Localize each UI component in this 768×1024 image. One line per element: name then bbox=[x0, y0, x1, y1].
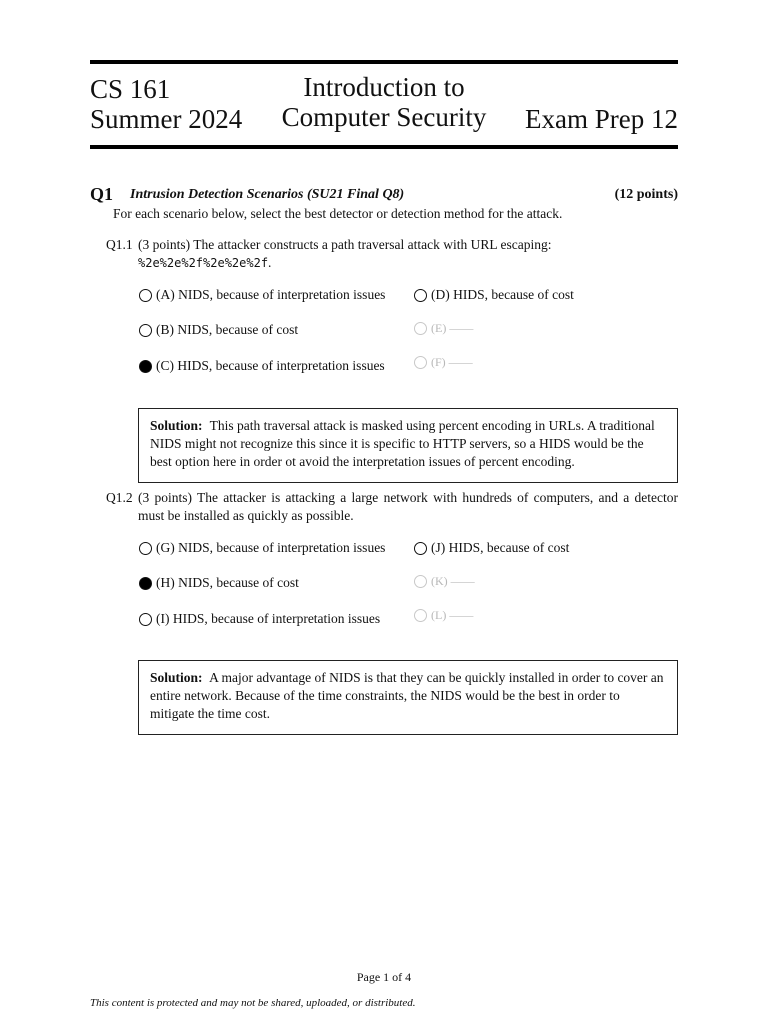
option-label: (A) NIDS, because of interpretation issues bbox=[156, 287, 386, 302]
solution-box-1-2 bbox=[138, 660, 678, 735]
page-number: Page 1 of 4 bbox=[356, 970, 412, 984]
radio-filled-icon[interactable] bbox=[139, 577, 152, 590]
radio-circle-icon bbox=[414, 575, 427, 588]
option-label: (J) HIDS, because of cost bbox=[431, 540, 570, 555]
radio-circle-icon[interactable] bbox=[414, 289, 427, 302]
option-d[interactable] bbox=[414, 287, 574, 303]
subquestion-prompt bbox=[138, 236, 678, 272]
copyright-notice: This content is protected and may not be shared, uploaded, or distributed. bbox=[90, 997, 416, 1009]
radio-circle-icon[interactable] bbox=[139, 324, 152, 337]
prompt-period: . bbox=[268, 255, 272, 270]
option-label: (D) HIDS, because of cost bbox=[431, 287, 574, 302]
option-label: (E) —— bbox=[431, 321, 474, 335]
radio-circle-icon bbox=[414, 609, 427, 622]
question-number: Q1 bbox=[90, 184, 114, 204]
course-term: Summer 2024 bbox=[90, 104, 243, 134]
question-intro: For each scenario below, select the best detector or detection method for the attack. bbox=[113, 206, 563, 221]
option-label: (C) HIDS, because of interpretation issues bbox=[156, 358, 385, 373]
option-label: (H) NIDS, because of cost bbox=[156, 575, 299, 590]
subquestion-1-2 bbox=[106, 489, 678, 525]
radio-circle-icon bbox=[414, 322, 427, 335]
question-points: (12 points) bbox=[614, 187, 678, 202]
option-label: (K) —— bbox=[431, 574, 475, 588]
question-title: Intrusion Detection Scenarios (SU21 Final Q8) bbox=[130, 187, 405, 202]
option-label: (L) —— bbox=[431, 608, 474, 622]
header-bottom-rule bbox=[90, 145, 678, 149]
document-label: Exam Prep 12 bbox=[525, 104, 678, 134]
solution-text: This path traversal attack is masked using percent encoding in URLs. A traditional NIDS might not recognize this since it is specific to HTTP servers, so a HIDS would be the best option here in order ot avoid the interpretation issues of percent encoding. bbox=[150, 418, 655, 469]
course-info bbox=[90, 74, 242, 134]
url-escape-code: %2e%2e%2f%2e%2e%2f bbox=[138, 256, 269, 270]
option-label: (G) NIDS, because of interpretation issues bbox=[156, 540, 386, 555]
course-title bbox=[270, 72, 498, 132]
radio-circle-icon[interactable] bbox=[139, 542, 152, 555]
option-label: (B) NIDS, because of cost bbox=[156, 322, 299, 337]
header-top-rule bbox=[90, 60, 678, 64]
course-code: CS 161 bbox=[90, 74, 171, 104]
course-title-line1: Introduction to bbox=[303, 72, 465, 102]
radio-circle-icon[interactable] bbox=[414, 542, 427, 555]
option-label: (I) HIDS, because of interpretation issues bbox=[156, 611, 381, 626]
radio-circle-icon[interactable] bbox=[139, 613, 152, 626]
radio-circle-icon bbox=[414, 356, 427, 369]
option-c[interactable] bbox=[139, 358, 385, 374]
solution-label: Solution: bbox=[150, 670, 203, 685]
subquestion-prompt: (3 points) The attacker is attacking a large network with hundreds of computers, and a detector must be installed as quickly as possible. bbox=[138, 490, 678, 523]
subquestion-number: Q1.2 bbox=[106, 490, 133, 505]
option-b[interactable] bbox=[139, 322, 298, 338]
question-header bbox=[90, 184, 678, 206]
solution-text: A major advantage of NIDS is that they can be quickly installed in order to cover an entire network. Because of the time constraints, the NIDS would be the best in order to mitigate the time cost. bbox=[150, 670, 664, 721]
course-title-line2: Computer Security bbox=[281, 102, 487, 132]
option-j[interactable] bbox=[414, 540, 569, 556]
option-g[interactable] bbox=[139, 540, 385, 556]
option-i[interactable] bbox=[139, 611, 380, 627]
option-e bbox=[414, 321, 473, 336]
radio-filled-icon[interactable] bbox=[139, 360, 152, 373]
solution-label: Solution: bbox=[150, 418, 203, 433]
option-label: (F) —— bbox=[431, 355, 473, 369]
solution-box-1-1 bbox=[138, 408, 678, 483]
option-f bbox=[414, 355, 473, 370]
radio-circle-icon[interactable] bbox=[139, 289, 152, 302]
subquestion-1-1 bbox=[106, 236, 678, 272]
option-a[interactable] bbox=[139, 287, 385, 303]
option-h[interactable] bbox=[139, 575, 299, 591]
option-l bbox=[414, 608, 473, 623]
option-k bbox=[414, 574, 475, 589]
subquestion-number: Q1.1 bbox=[106, 237, 133, 252]
prompt-text: (3 points) The attacker constructs a path traversal attack with URL escaping: bbox=[138, 237, 552, 252]
